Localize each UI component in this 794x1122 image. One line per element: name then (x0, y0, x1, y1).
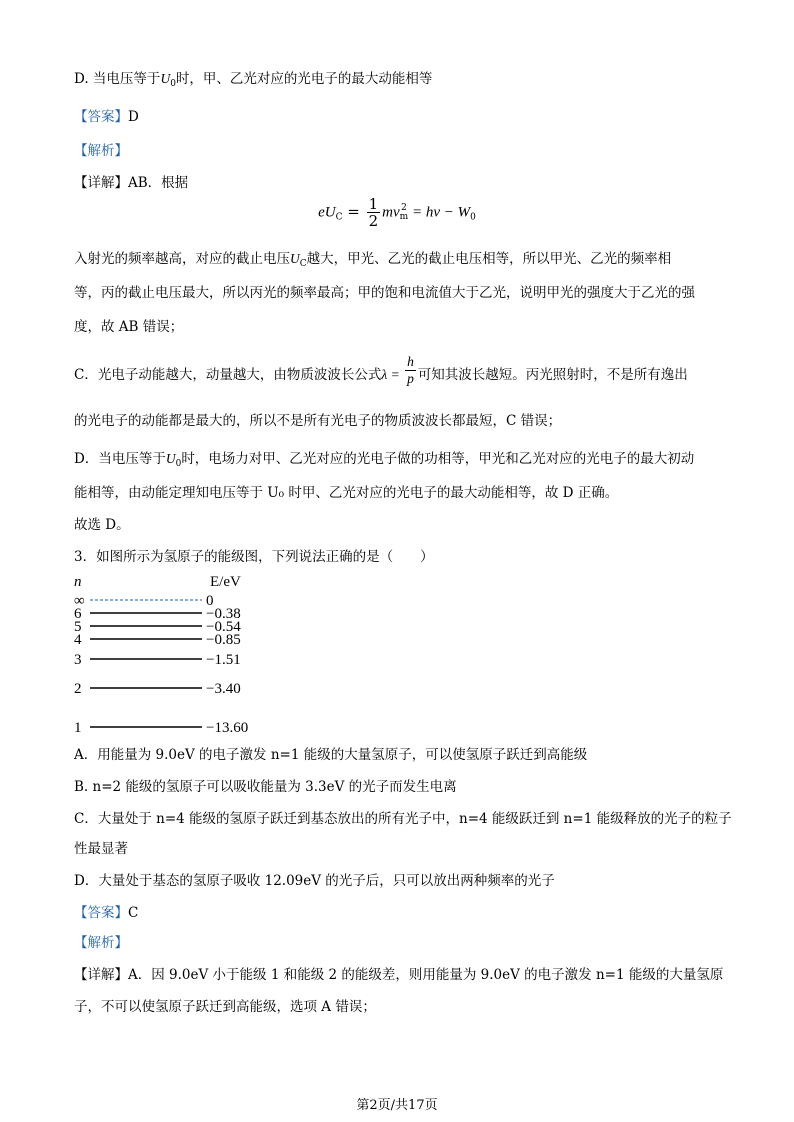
q2-p2: 等，丙的截止电压最大，所以丙光的频率最高；甲的饱和电流值大于乙光，说明甲光的强度大于乙光的强 (74, 285, 695, 301)
level-n-label: 6 (74, 606, 82, 622)
level-n-label: ∞ (74, 593, 85, 609)
q2-formula: $eU_C$ = $\frac{1}{2}$ mv 2 m = $h\nu - W_0$ (318, 195, 476, 230)
q2-analysis-tag: 【解析】 (74, 143, 128, 159)
q3-option-c1: C．大量处于 n=4 能级的氢原子跃迁到基态放出的所有光子中，n=4 能级跃迁到 n=1 能级释放的光子的粒子 (74, 811, 732, 827)
level-energy-label: −0.85 (206, 632, 241, 648)
level-n-label: 5 (74, 619, 82, 635)
q2-p1: 入射光的频率越高，对应的截止电压$U_C$越大，甲光、乙光的截止电压相等，所以甲光、乙光的频率相 (74, 251, 672, 269)
level-n-label: 2 (74, 681, 82, 697)
q2-answer: 【答案】D (74, 109, 139, 125)
q3-option-b: B. n=2 能级的氢原子可以吸收能量为 3.3eV 的光子而发生电离 (74, 779, 457, 795)
q3-analysis-tag: 【解析】 (74, 935, 128, 951)
q2-d2: 能相等，由动能定理知电压等于 U₀ 时甲、乙光对应的光电子的最大动能相等，故 D 正确。 (74, 485, 619, 501)
axis-n-label: n (74, 574, 82, 590)
q2-d: D．当电压等于$U_0$时，电场力对甲、乙光对应的光电子做的功相等，甲光和乙光对应的光电子的最大初动 (74, 451, 695, 469)
q2-p3: 度，故 AB 错误； (74, 319, 184, 335)
q2-detail-intro: 【详解】AB．根据 (74, 175, 189, 191)
axis-e-label: E/eV (210, 574, 241, 590)
level-energy-label: −13.60 (206, 720, 249, 736)
q2-option-d: D. 当电压等于$U_0$时，甲、乙光对应的光电子的最大动能相等 (74, 71, 433, 89)
level-energy-label: −1.51 (206, 652, 241, 668)
q3-detail1: 【详解】A．因 9.0eV 小于能级 1 和能级 2 的能级差，则用能量为 9.0eV 的电子激发 n=1 能级的大量氢原 (74, 967, 724, 983)
level-n-label: 3 (74, 652, 82, 668)
q2-c2: 的光电子的动能都是最大的，所以不是所有光电子的物质波波长都最短，C 错误； (74, 413, 562, 429)
level-energy-label: −0.38 (206, 606, 241, 622)
page-footer: 第2页/共17页 (356, 1098, 438, 1113)
level-energy-label: −0.54 (206, 619, 241, 635)
q3-answer: 【答案】C (74, 905, 139, 921)
q2-c: C．光电子动能越大，动量越大，由物质波波长公式λ = $\frac{h}{p}$ 可知其波长越短。丙光照射时，不是所有逸出 (74, 354, 688, 386)
level-n-label: 1 (74, 720, 82, 736)
level-n-label: 4 (74, 632, 82, 648)
level-energy-label: −3.40 (206, 681, 241, 697)
q2-conclusion: 故选 D。 (74, 517, 130, 533)
formula-fraction: $\frac{1}{2}$ (368, 195, 379, 230)
level-energy-label: 0 (206, 593, 214, 609)
q3-stem: 3．如图所示为氢原子的能级图，下列说法正确的是（ ） (74, 549, 434, 565)
q3-option-c2: 性最显著 (74, 841, 128, 857)
q3-option-a: A．用能量为 9.0eV 的电子激发 n=1 能级的大量氢原子，可以使氢原子跃迁到高能级 (74, 747, 588, 763)
q3-detail2: 子，不可以使氢原子跃迁到高能级，选项 A 错误； (74, 999, 376, 1015)
energy-level-diagram (70, 570, 370, 740)
q3-option-d: D．大量处于基态的氢原子吸收 12.09eV 的光子后，只可以放出两种频率的光子 (74, 873, 555, 889)
